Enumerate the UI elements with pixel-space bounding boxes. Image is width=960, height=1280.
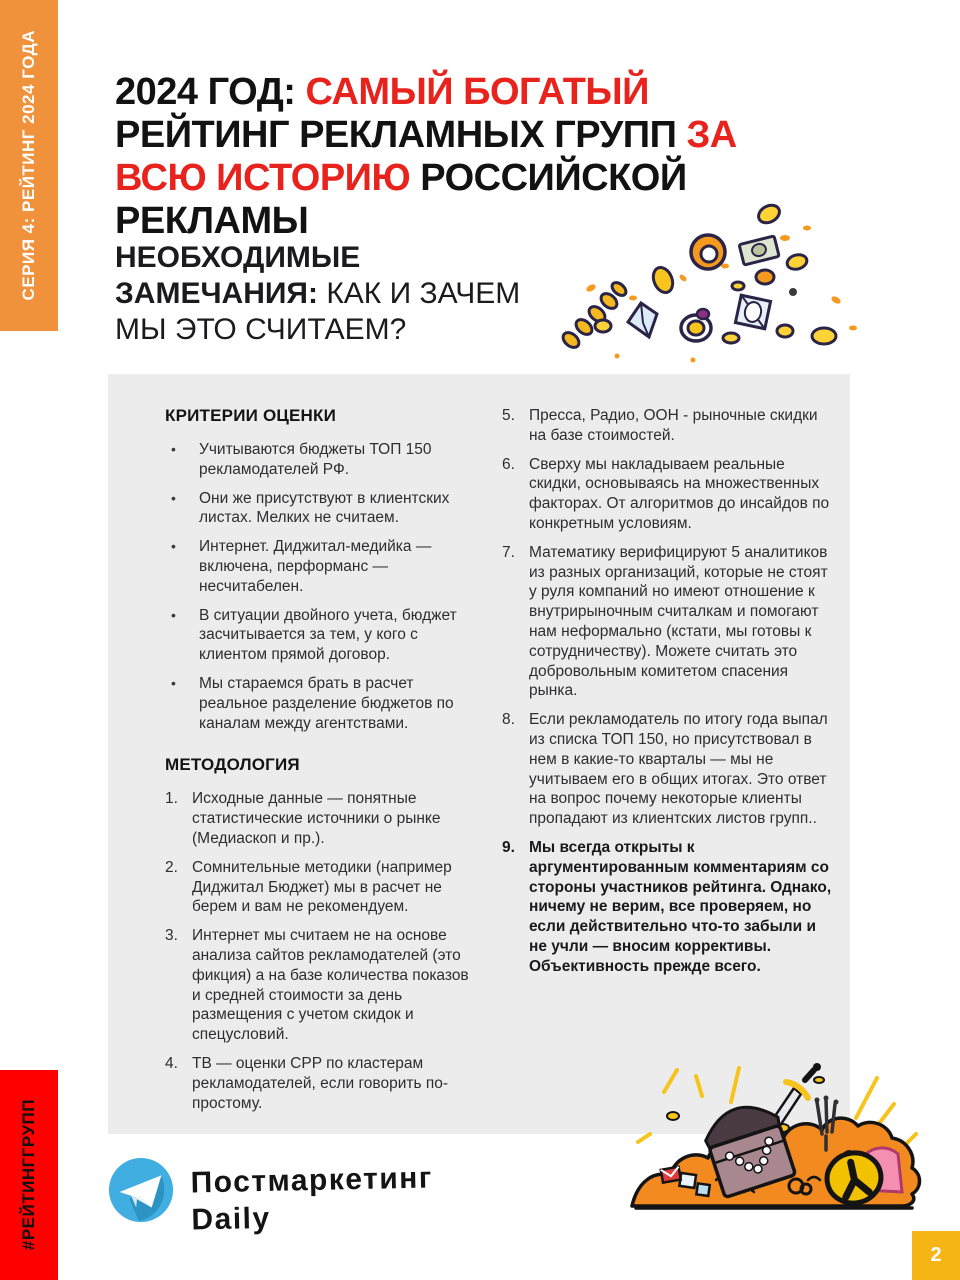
item-number: 3.	[165, 927, 178, 945]
title-segment-red: ЗА	[686, 114, 737, 157]
subtitle-bold: ЗАМЕЧАНИЯ:	[115, 277, 318, 310]
methodology-heading: МЕТОДОЛОГИЯ	[165, 755, 300, 775]
list-item	[165, 440, 478, 480]
list-item	[502, 710, 834, 829]
title-segment-red: ВСЮ ИСТОРИЮ	[115, 157, 421, 200]
list-item	[165, 858, 478, 917]
item-number: 7.	[502, 543, 515, 561]
brand-name	[190, 1159, 434, 1238]
item-text: Мы всегда открыты к аргументированным комментариям со стороны участников рейтинга. Однако, ничему не верим, все проверяем, но если действительно что-то забыли и не учли — вносим коррективы. Объективность прежде всего.	[529, 838, 832, 975]
item-number: 8.	[502, 711, 515, 729]
item-number: 5.	[502, 407, 515, 424]
item-text: Пресса, Радио, ООН - рыночные скидки на базе стоимостей.	[529, 407, 818, 444]
notes-panel	[108, 374, 850, 1134]
item-text: Математику верифицируют 5 аналитиков из разных организаций, которые не стоят у руля компаний но имеют отношение к внутрирыночным считалкам и помогают нам неформально (кстати, мы готовы к сотрудничеству). Можете считать это добровольным комитетом спасения рынка.	[529, 543, 828, 700]
bullet-icon: •	[171, 674, 176, 691]
title-segment: РОССИЙСКОЙ	[420, 157, 687, 200]
list-item	[165, 1054, 478, 1113]
page-number: 2	[930, 1244, 942, 1266]
list-item	[502, 455, 834, 534]
criteria-column	[165, 406, 478, 1134]
list-item	[165, 926, 478, 1045]
notes-column	[502, 406, 834, 1134]
bullet-icon: •	[171, 489, 176, 506]
list-item	[502, 838, 834, 977]
treasure-chest-illustration	[598, 1058, 942, 1220]
item-text: Интернет мы считаем не на основе анализа сайтов рекламодателей (это фикция) а на базе количества показов и средней стоимости за день размещения с учетом скидок и спецусловий.	[192, 927, 469, 1044]
brand-line-2: Daily	[191, 1201, 271, 1237]
item-text: Если рекламодатель по итогу года выпал из списка ТОП 150, но присутствовал в нем в какие-то кварталы — мы не учитываем его в общих итогах. Это ответ на вопрос почему некоторые клиенты пропадают из клиентских листов групп..	[529, 711, 828, 828]
item-text: ТВ — оценки CPP по кластерам рекламодателей, если говорить по-простому.	[192, 1054, 449, 1112]
criteria-list	[165, 440, 478, 733]
methodology-list	[165, 789, 478, 1113]
series-banner	[0, 0, 58, 331]
bullet-icon: •	[171, 441, 176, 457]
list-item	[165, 489, 478, 529]
item-text: Исходные данные — понятные статистические источники о рынке (Медиаскоп и пр.).	[192, 790, 441, 847]
subtitle-bold: НЕОБХОДИМЫЕ	[115, 241, 361, 274]
item-number: 9.	[502, 838, 515, 856]
list-item	[502, 406, 834, 446]
series-label: СЕРИЯ 4: РЕЙТИНГ 2024 ГОДА	[19, 30, 38, 301]
hashtag-banner	[0, 1070, 58, 1280]
title-segment: РЕКЛАМЫ	[115, 200, 309, 243]
item-text: Мы стараемся брать в расчет реальное разделение бюджетов по каналам между агентствами.	[199, 674, 454, 732]
list-item	[502, 543, 834, 701]
telegram-icon	[107, 1156, 175, 1224]
item-number: 2.	[165, 858, 178, 876]
subtitle-regular: КАК И ЗАЧЕМ	[317, 277, 521, 310]
criteria-heading: КРИТЕРИИ ОЦЕНКИ	[165, 406, 337, 425]
treasure-scatter-illustration	[553, 170, 945, 392]
list-item	[165, 537, 478, 596]
item-number: 1.	[165, 790, 178, 808]
bullet-icon: •	[171, 538, 176, 555]
title-segment: РЕЙТИНГ РЕКЛАМНЫХ ГРУПП	[115, 114, 687, 157]
bullet-icon: •	[171, 606, 176, 623]
notes-list	[502, 406, 834, 977]
title-segment: 2024 ГОД:	[115, 71, 306, 114]
brand-line-1: Постмаркетинг	[190, 1161, 434, 1200]
item-text: Сомнительные методики (например Диджитал Бюджет) мы в расчет не берем и вам не рекомендуем.	[192, 858, 452, 916]
item-text: Они же присутствуют в клиентских листах. Мелких не считаем.	[199, 489, 450, 527]
hashtag-label: #РЕЙТИНГГРУПП	[19, 1099, 38, 1251]
title-segment-red: САМЫЙ БОГАТЫЙ	[305, 71, 649, 114]
list-item	[165, 606, 478, 665]
item-text: Сверху мы накладываем реальные скидки, основываясь на множественных факторах. От алгоритмов до инсайдов по конкретным условиям.	[529, 455, 830, 532]
list-item	[165, 789, 478, 848]
item-text: Интернет. Диджитал-медийка — включена, перформанс — несчитабелен.	[199, 538, 432, 595]
title-line-2	[115, 114, 875, 157]
subtitle-regular: МЫ ЭТО СЧИТАЕМ?	[115, 313, 407, 346]
list-item	[165, 674, 478, 733]
title-line-1	[115, 71, 875, 114]
item-text: Учитываются бюджеты ТОП 150 рекламодателей РФ.	[199, 441, 432, 478]
item-number: 6.	[502, 455, 515, 473]
item-text: В ситуации двойного учета, бюджет засчитывается за тем, у кого с клиентом прямой договор.	[199, 606, 457, 664]
page-number-badge	[912, 1231, 960, 1280]
item-number: 4.	[165, 1054, 178, 1072]
